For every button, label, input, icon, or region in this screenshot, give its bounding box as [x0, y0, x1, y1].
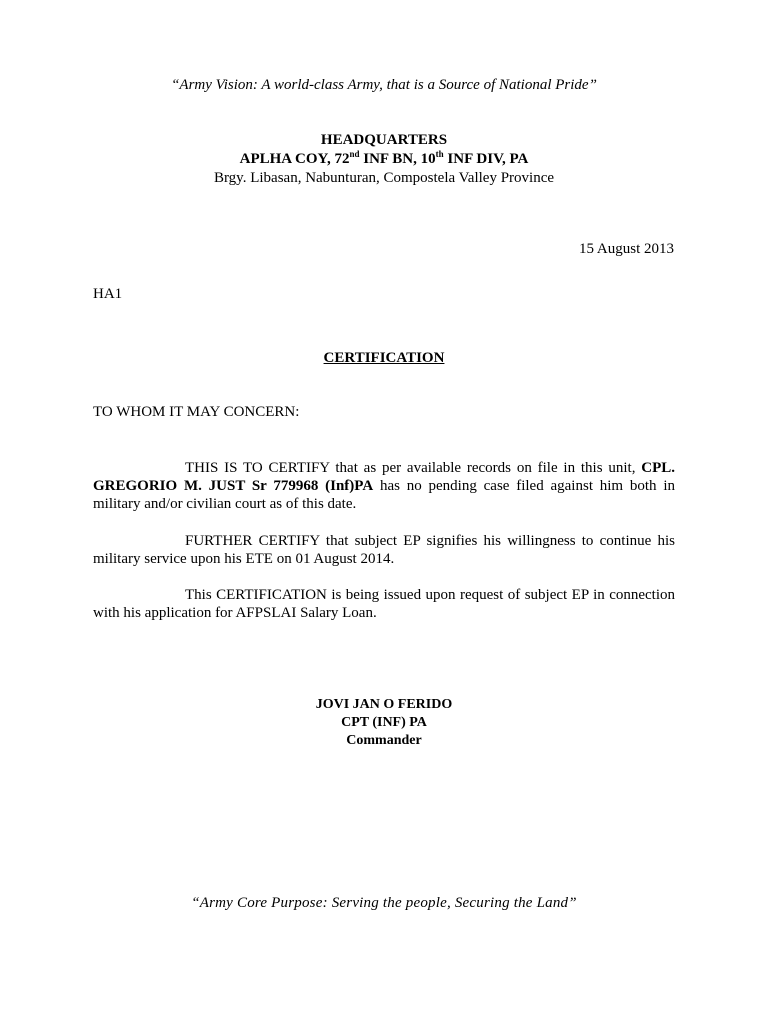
- certification-title: CERTIFICATION: [323, 350, 445, 366]
- headquarters-title: HEADQUARTERS: [320, 132, 448, 148]
- unit-address: Brgy. Libasan, Nabunturan, Compostela Valley Province: [213, 170, 555, 186]
- letterhead: [0, 131, 768, 188]
- paragraph-2: FURTHER CERTIFY that subject EP signifies his willingness to continue his military service upon his ETE on 01 August 2014.: [93, 533, 675, 567]
- salutation: TO WHOM IT MAY CONCERN:: [93, 404, 300, 420]
- army-vision-motto: “Army Vision: A world-class Army, that is a Source of National Pride”: [171, 77, 597, 93]
- paragraph-3: This CERTIFICATION is being issued upon request of subject EP in connection with his application for AFPSLAI Salary Loan.: [93, 587, 675, 621]
- unit-sup-2: th: [435, 149, 444, 159]
- signature-block: [0, 696, 768, 750]
- subject-name: CPL. GREGORIO M. JUST Sr 779968 (Inf)PA: [93, 460, 676, 494]
- signatory-position: Commander: [346, 733, 422, 748]
- paragraph-1: [93, 459, 675, 513]
- reference-code: HA1: [93, 286, 123, 302]
- paragraph-1-start: THIS IS TO CERTIFY that as per available records on file in this unit,: [185, 460, 636, 476]
- army-core-purpose: “Army Core Purpose: Serving the people, Securing the Land”: [191, 895, 577, 911]
- paragraph-1-end: has no pending case filed against him both in military and/or civilian court as of this date.: [93, 478, 675, 512]
- unit-part-3: INF DIV, PA: [443, 151, 529, 167]
- unit-sup-1: nd: [349, 149, 360, 159]
- signatory-name: JOVI JAN O FERIDO: [315, 697, 453, 712]
- unit-designation: [0, 150, 768, 169]
- signatory-rank: CPT (INF) PA: [341, 715, 427, 730]
- unit-part-1: APLHA COY, 72: [239, 151, 350, 167]
- document-date: 15 August 2013: [578, 241, 674, 257]
- unit-part-2: INF BN, 10: [359, 151, 436, 167]
